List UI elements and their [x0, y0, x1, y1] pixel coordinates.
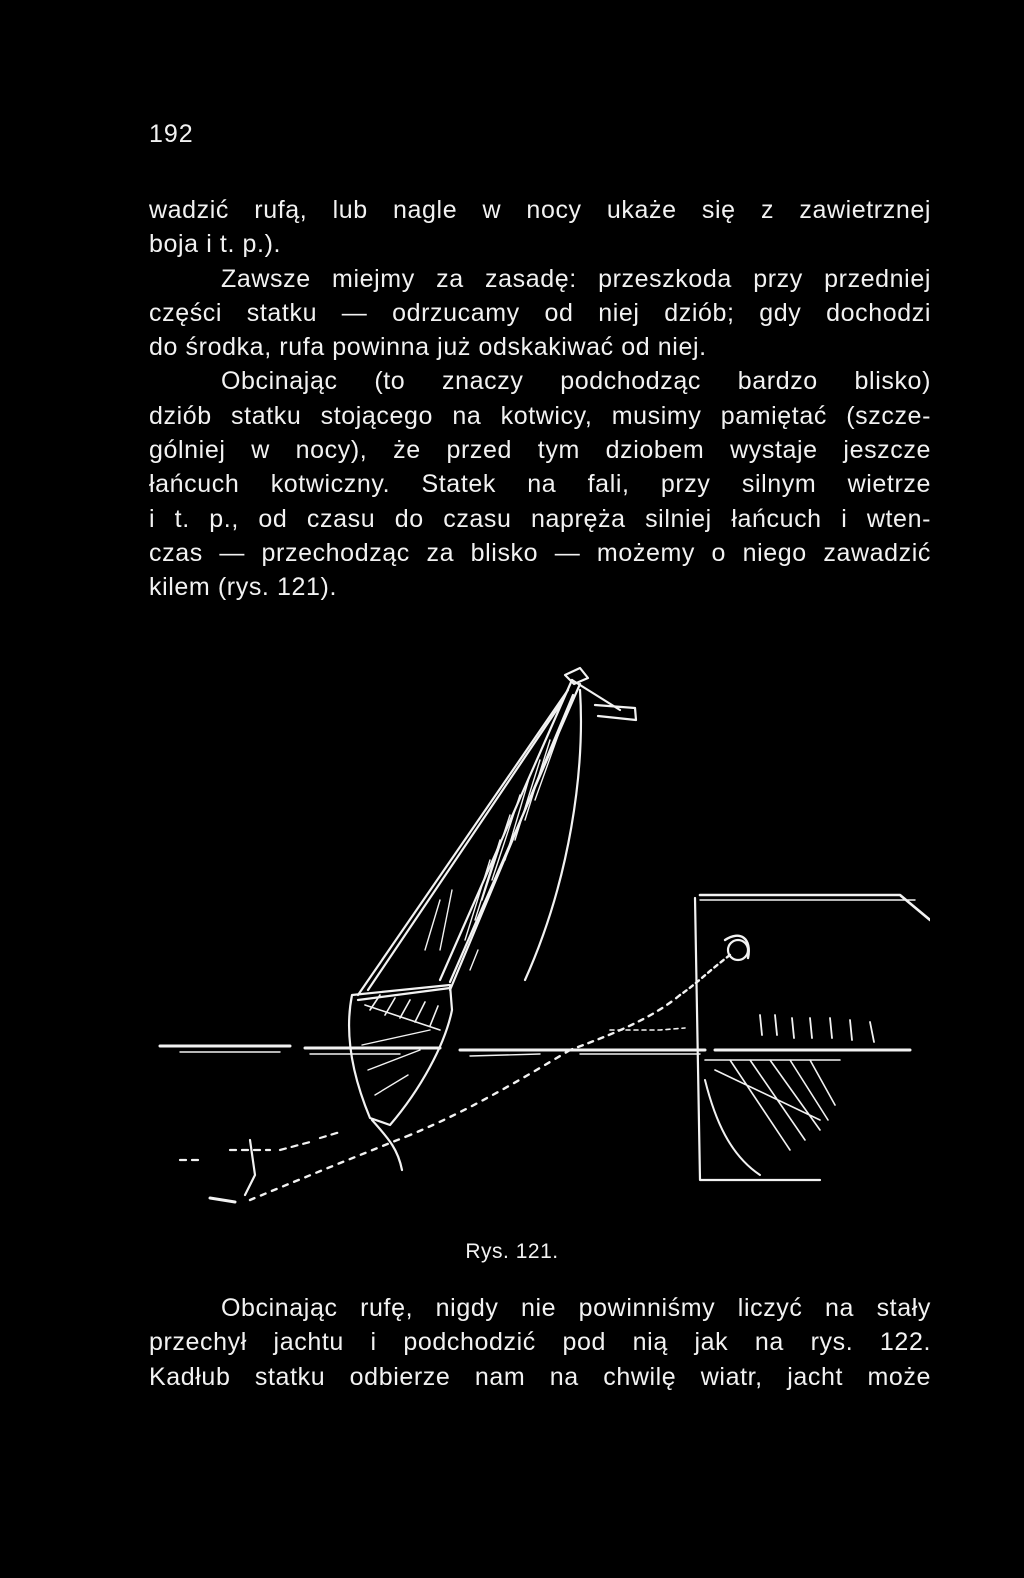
- hawse-pipe: [728, 940, 748, 960]
- text-line: Kadłub statku odbierze nam na chwilę wiatr, jacht może: [149, 1362, 931, 1391]
- body-text-top: [149, 193, 931, 605]
- text-line: czas — przechodząc za blisko — możemy o niego zawadzić: [149, 538, 931, 567]
- forestay: [358, 690, 568, 995]
- yacht-hull: [349, 985, 452, 1125]
- text-line: wadzić rufą, lub nagle w nocy ukaże się z zawietrznej: [149, 196, 931, 224]
- text-line: Obcinając rufę, nigdy nie powinniśmy liczyć na stały: [221, 1294, 931, 1322]
- text-line: kilem (rys. 121).: [149, 573, 338, 602]
- text-line: gólniej w nocy), że przed tym dziobem wystaje jeszcze: [149, 436, 931, 465]
- text-line: łańcuch kotwiczny. Statek na fali, przy silnym wietrze: [149, 470, 931, 499]
- text-line: boja i t. p.).: [149, 230, 282, 259]
- yacht-anchor-chain-illustration: [140, 650, 930, 1220]
- text-line: Zawsze miejmy za zasadę: przeszkoda przy przedniej: [221, 264, 931, 293]
- page-number: 192: [149, 120, 194, 148]
- text-line: dziób statku stojącego na kotwicy, musimy pamiętać (szcze-: [149, 401, 931, 430]
- text-line: przechył jachtu i podchodzić pod nią jak na rys. 122.: [149, 1328, 931, 1357]
- body-text-bottom: [149, 1291, 931, 1394]
- waterline: [160, 1046, 910, 1050]
- figure-caption: Rys. 121.: [465, 1240, 559, 1263]
- anchor-chain: [250, 955, 730, 1200]
- mast: [440, 680, 572, 980]
- text-line: i t. p., od czasu do czasu napręża silniej łańcuch i wten-: [149, 504, 931, 533]
- text-line: części statku — odrzucamy od niej dziób; gdy dochodzi: [149, 298, 931, 327]
- ship-bow: [695, 898, 820, 1180]
- text-line: do środka, rufa powinna już odskakiwać od niej.: [149, 333, 707, 362]
- text-line: Obcinając (to znaczy podchodząc bardzo blisko): [221, 367, 931, 396]
- sail-leech: [525, 690, 581, 980]
- anchor: [245, 1140, 255, 1195]
- figure-yacht-anchor-chain: [140, 650, 930, 1220]
